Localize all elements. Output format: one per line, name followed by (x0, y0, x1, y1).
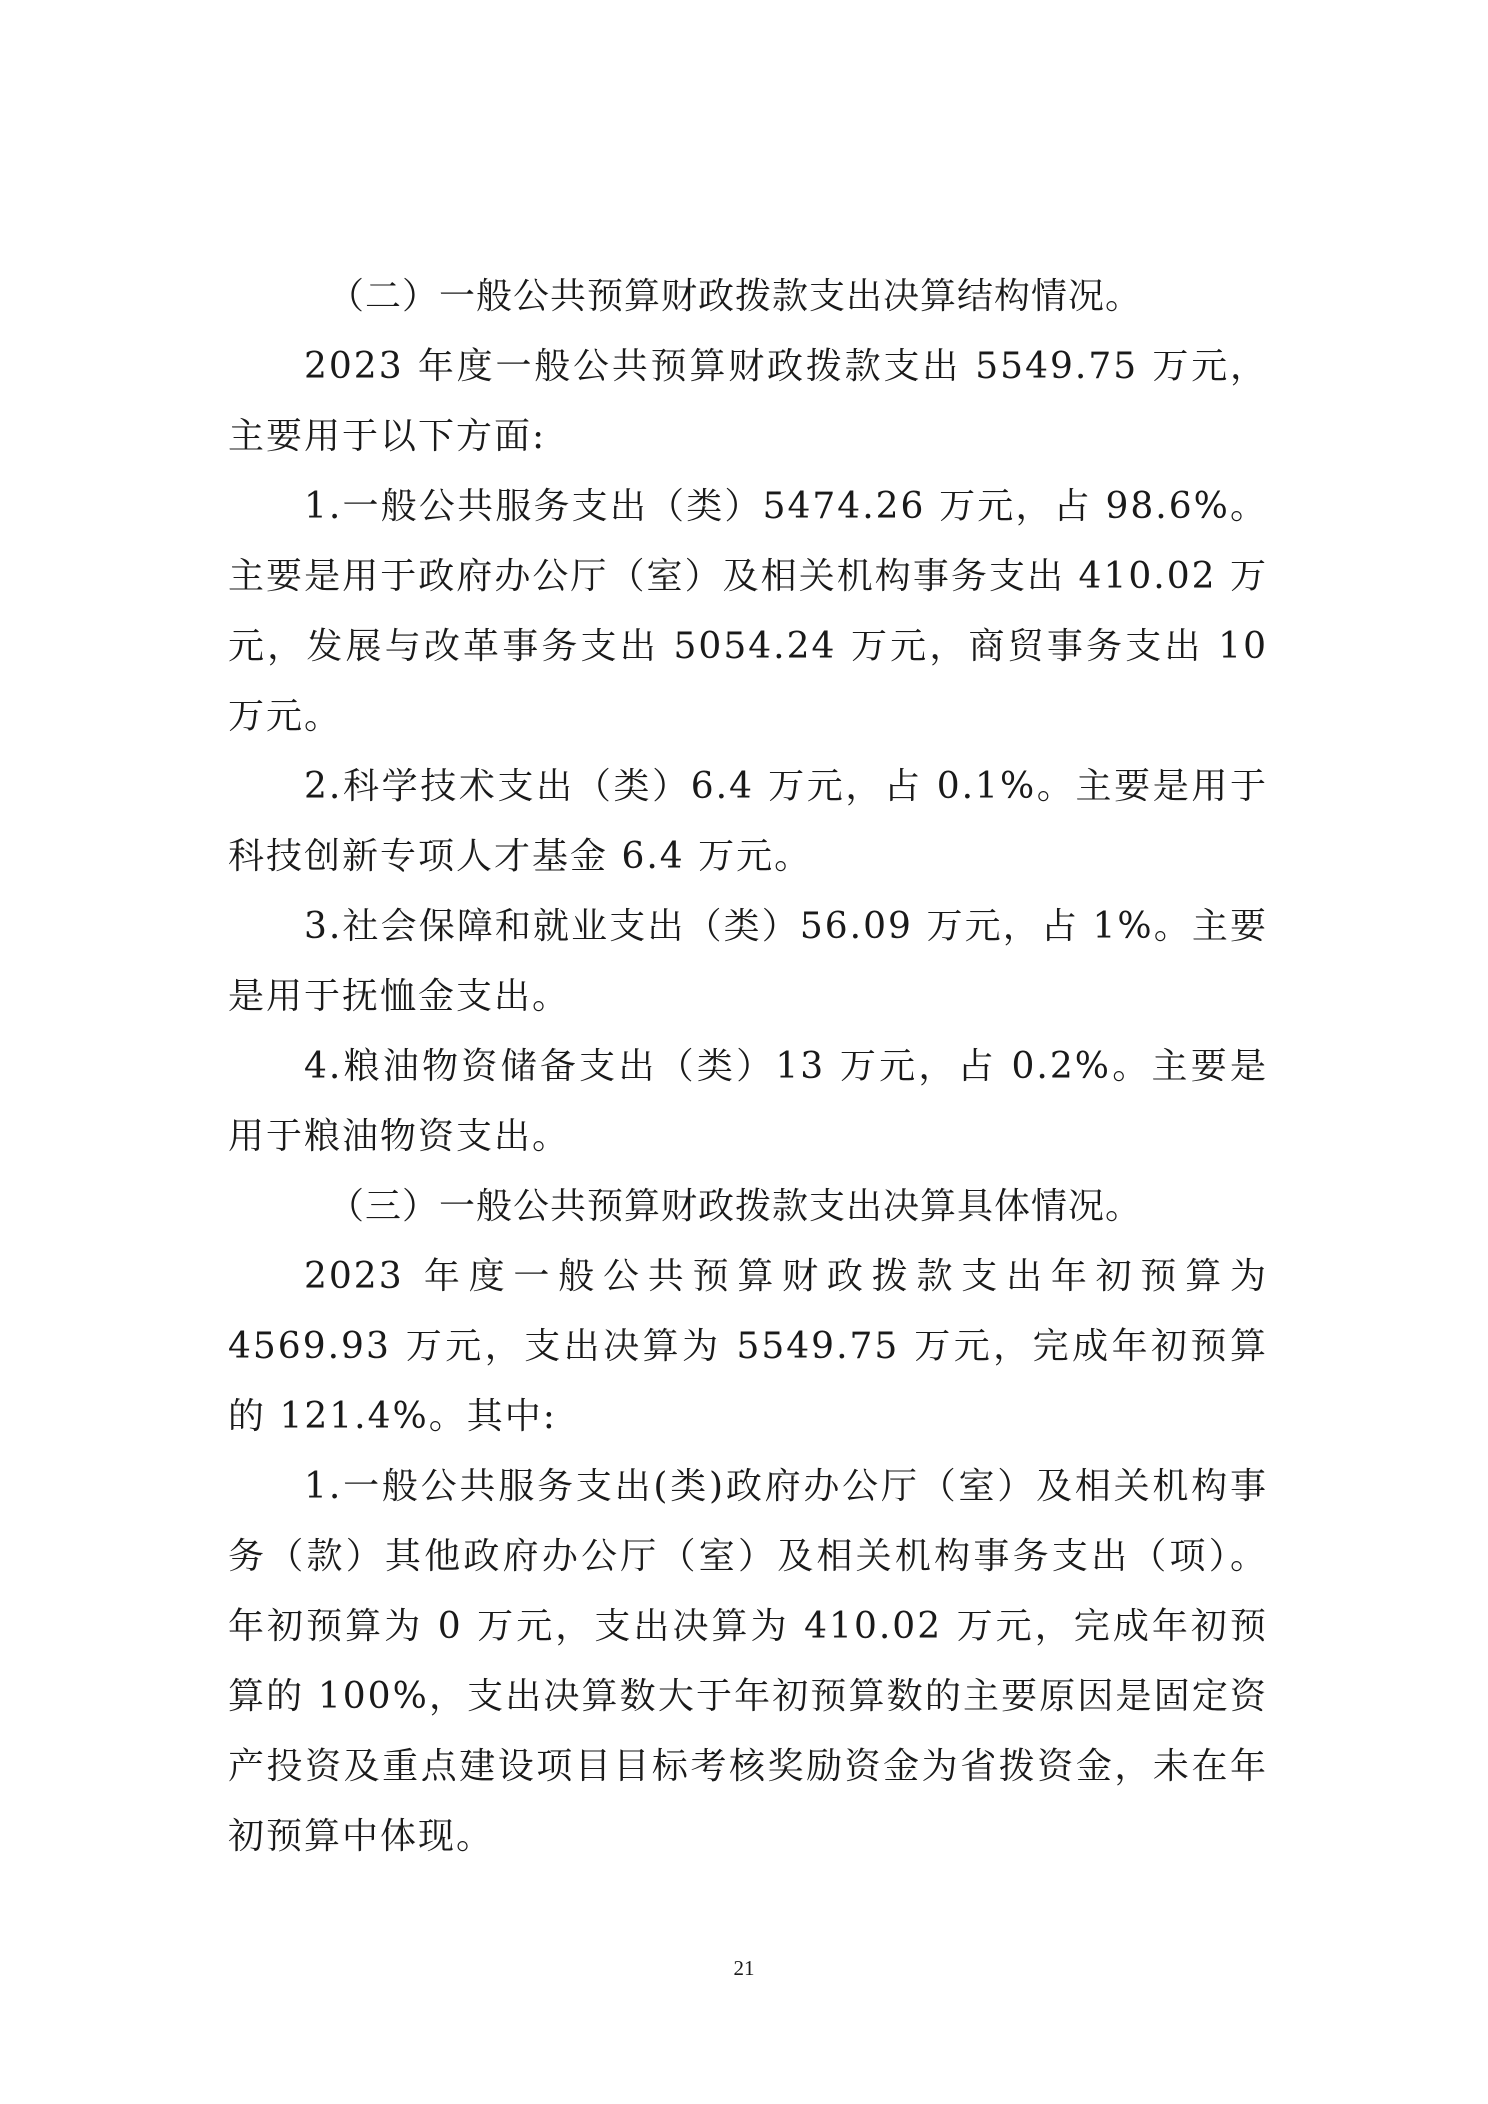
paragraph-office-affairs-detail: 1.一般公共服务支出(类)政府办公厅（室）及相关机构事务（款）其他政府办公厅（室）及相关机构事务支出（项）。年初预算为 0 万元，支出决算为 410.02 万元，完成年初预算的 100%，支出决算数大于年初预算数的主要原因是固定资产投资及重点建设项目目标考核奖励资金为省拨资金，未在年初预算中体现。 (228, 1466, 1268, 1857)
section-heading-structure: （二）一般公共预算财政拨款支出决算结构情况。 (328, 276, 1143, 317)
section-heading-details: （三）一般公共预算财政拨款支出决算具体情况。 (328, 1186, 1143, 1227)
page-number: 21 (733, 1956, 755, 1980)
document-body (228, 262, 1268, 1872)
paragraph-grain-oil-reserves: 4.粮油物资储备支出（类）13 万元，占 0.2%。主要是用于粮油物资支出。 (228, 1046, 1268, 1157)
paragraph-social-security: 3.社会保障和就业支出（类）56.09 万元，占 1%。主要是用于抚恤金支出。 (228, 906, 1268, 1017)
paragraph-general-public-services: 1.一般公共服务支出（类）5474.26 万元，占 98.6%。主要是用于政府办公厅（室）及相关机构事务支出 410.02 万元，发展与改革事务支出 5054.24 万元，商贸事务支出 10 万元。 (228, 486, 1268, 737)
paragraph-total-expenditure: 2023 年度一般公共预算财政拨款支出 5549.75 万元，主要用于以下方面: (228, 346, 1268, 457)
paragraph-budget-completion: 2023 年度一般公共预算财政拨款支出年初预算为 4569.93 万元，支出决算为 5549.75 万元，完成年初预算的 121.4%。其中: (228, 1256, 1268, 1437)
paragraph-science-technology: 2.科学技术支出（类）6.4 万元，占 0.1%。主要是用于科技创新专项人才基金 6.4 万元。 (228, 766, 1268, 877)
